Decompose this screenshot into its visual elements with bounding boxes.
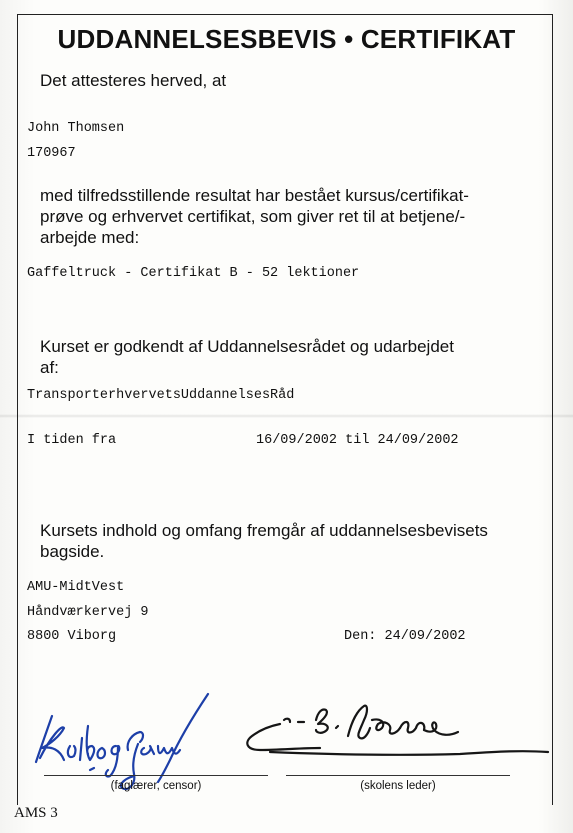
approval-line-1: Kurset er godkendt af Uddannelsesrådet og udarbejdet xyxy=(40,337,454,356)
content-line-1: Kursets indhold og omfang fremgår af uddannelsesbevisets xyxy=(40,521,488,540)
period-value: 16/09/2002 til 24/09/2002 xyxy=(256,433,459,448)
achievement-line-2: prøve og erhvervet certifikat, som giver ret til at betjene/- xyxy=(40,207,466,226)
school-street: Håndværkervej 9 xyxy=(27,605,149,620)
recipient-name: John Thomsen xyxy=(27,121,125,136)
issue-date: Den: 24/09/2002 xyxy=(344,629,466,644)
attest-text: Det attesteres herved, at xyxy=(40,71,227,90)
form-code: AMS 3 xyxy=(14,805,58,821)
approval-line-2: af: xyxy=(40,358,59,377)
content-line-2: bagside. xyxy=(40,542,105,561)
left-signature-line xyxy=(44,775,268,776)
school-name: AMU-MidtVest xyxy=(27,580,125,595)
principal-signature xyxy=(240,690,550,775)
recipient-id: 170967 xyxy=(27,146,76,161)
course-name: Gaffeltruck - Certifikat B - 52 lektioner xyxy=(27,266,360,281)
left-signature-caption: (faglærer, censor) xyxy=(110,780,202,792)
achievement-line-3: arbejde med: xyxy=(40,228,140,247)
school-city: 8800 Viborg xyxy=(27,629,117,644)
right-signature-line xyxy=(286,775,510,776)
council-name: TransporterhvervetsUddannelsesRåd xyxy=(27,388,295,403)
achievement-line-1: med tilfredsstillende resultat har bestået kursus/certifikat- xyxy=(40,186,469,205)
certificate-title: UDDANNELSESBEVIS • CERTIFIKAT xyxy=(57,24,516,54)
right-signature-caption: (skolens leder) xyxy=(360,780,436,792)
period-label: I tiden fra xyxy=(27,433,117,448)
